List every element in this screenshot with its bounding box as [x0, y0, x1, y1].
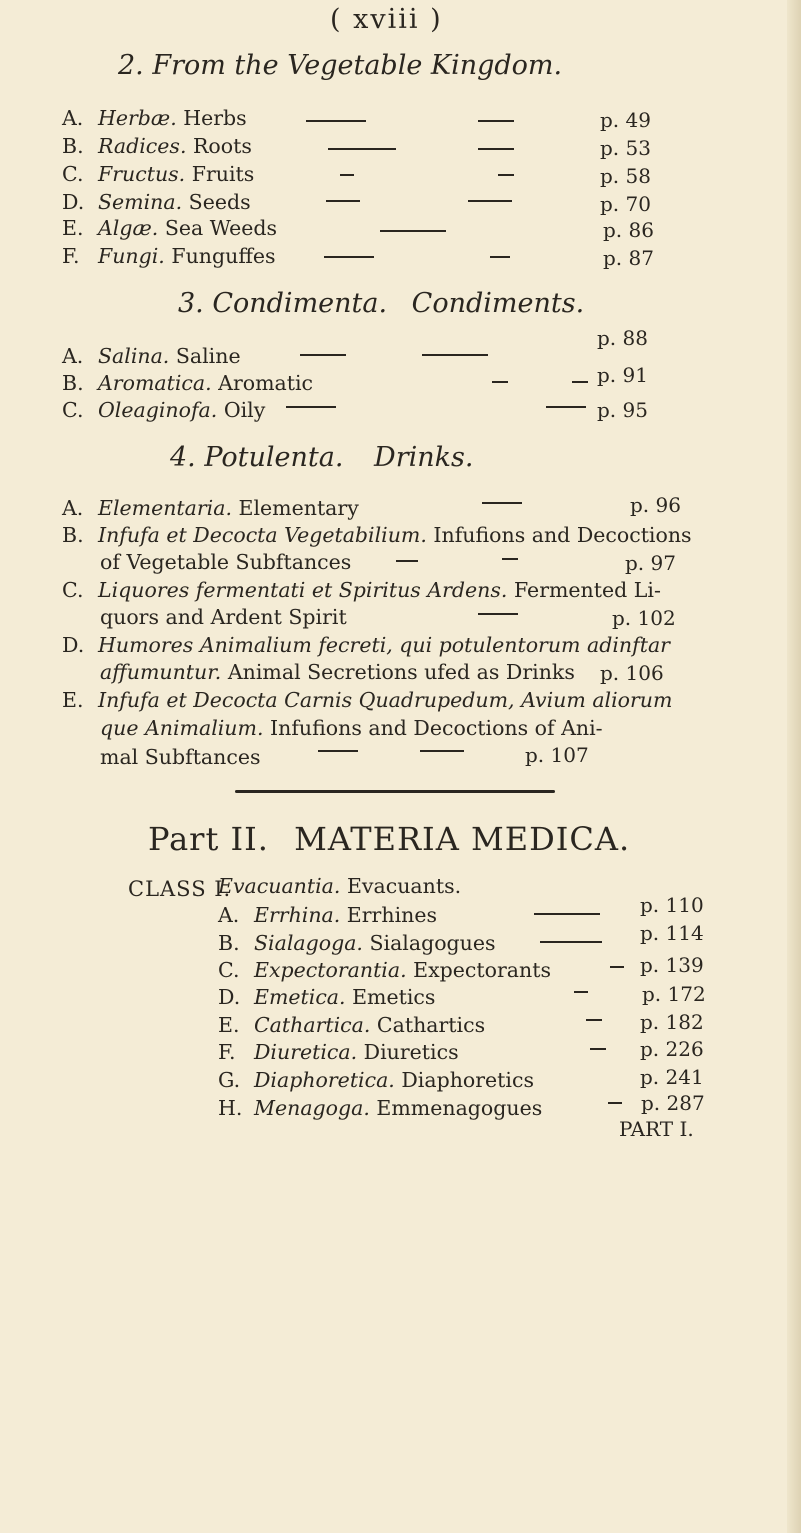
entry-page: p. 139 [640, 953, 704, 977]
entry-letter: C. [218, 958, 240, 982]
entry-letter: H. [218, 1096, 243, 1120]
entry-english: Elementary [238, 496, 359, 520]
entry-page: p. 58 [600, 164, 651, 188]
leader-dash [608, 1102, 622, 1104]
entry-latin: Infufa et Decocta Carnis Quadrupedum, Avium aliorum [98, 688, 673, 712]
entry-latin: Herbæ. [98, 106, 177, 130]
entry-saline [62, 344, 241, 368]
entry-page: p. 95 [597, 398, 648, 422]
entry-latin: Humores Animalium fecreti, qui potulentorum adinftar [98, 633, 670, 657]
entry-letter: C. [62, 578, 84, 602]
entry-animal-secretions [62, 633, 670, 657]
section-3-heading [178, 288, 584, 319]
entry-animal-infusions [62, 688, 672, 712]
entry-oily [62, 398, 265, 422]
entry-latin: Emetica. [254, 985, 346, 1009]
entry-latin: Elementaria. [98, 496, 232, 520]
entry-letter: E. [218, 1013, 240, 1037]
entry-diaphoretics [218, 1068, 534, 1092]
entry-fermented-liquors [62, 578, 661, 602]
leader-dash [478, 120, 514, 122]
entry-english: Saline [175, 344, 241, 368]
section-4-heading [170, 442, 473, 473]
entry-english: Seeds [188, 190, 251, 214]
leader-dash [590, 1048, 606, 1050]
entry-latin-continuation [100, 660, 575, 684]
entry-letter: D. [62, 190, 85, 214]
entry-english: Animal Secretions ufed as Drinks [227, 660, 575, 684]
entry-latin: Fructus. [98, 162, 186, 186]
entry-english: Fruits [191, 162, 255, 186]
entry-expectorants [218, 958, 551, 982]
class-latin: Evacuantia. [218, 874, 341, 898]
entry-letter: E. [62, 216, 84, 240]
entry-latin: Salina. [98, 344, 170, 368]
entry-english: Diuretics [363, 1040, 459, 1064]
entry-page: p. 49 [600, 108, 651, 132]
entry-latin-continuation [100, 716, 603, 740]
section-4-heading-latin: 4. Potulenta. [170, 442, 344, 473]
leader-dash [586, 1019, 602, 1021]
entry-latin: Expectorantia. [254, 958, 407, 982]
entry-cathartics [218, 1013, 485, 1037]
leader-dash [498, 174, 514, 176]
entry-english: Roots [193, 134, 252, 158]
leader-dash [492, 381, 508, 383]
entry-english: Emetics [352, 985, 436, 1009]
entry-letter: B. [62, 371, 84, 395]
class-title [218, 874, 461, 898]
section-3-heading-latin: 3. Condimenta. [178, 288, 388, 319]
leader-dash [572, 381, 588, 383]
entry-page: p. 226 [640, 1037, 704, 1061]
leader-dash [306, 120, 366, 122]
entry-page: p. 102 [612, 606, 676, 630]
entry-page: p. 86 [603, 218, 654, 242]
leader-dash [340, 174, 354, 176]
entry-latin: Fungi. [98, 244, 165, 268]
entry-elementary [62, 496, 359, 520]
entry-page: p. 241 [640, 1065, 704, 1089]
entry-english: Herbs [183, 106, 247, 130]
entry-english: Oily [223, 398, 266, 422]
entry-page: p. 91 [597, 363, 648, 387]
leader-dash [478, 613, 518, 615]
entry-latin-continued: que Animalium. [100, 716, 264, 740]
leader-dash [546, 406, 586, 408]
leader-dash [326, 200, 360, 202]
entry-letter: D. [62, 633, 85, 657]
class-label: CLASS I. [128, 877, 232, 901]
entry-latin: Aromatica. [98, 371, 212, 395]
leader-dash [396, 560, 418, 562]
section-2-heading: 2. From the Vegetable Kingdom. [118, 50, 563, 81]
entry-letter: B. [62, 134, 84, 158]
entry-page: p. 107 [525, 743, 589, 767]
catchword: PART I. [619, 1117, 694, 1141]
leader-dash [490, 256, 510, 258]
entry-english: Expectorants [413, 958, 551, 982]
leader-dash [420, 750, 464, 752]
entry-english: Sea Weeds [164, 216, 278, 240]
entry-english: Infufions and Decoctions [433, 523, 692, 547]
leader-dash [534, 913, 600, 915]
leader-dash [610, 966, 624, 968]
entry-latin: Menagoga. [254, 1096, 370, 1120]
entry-fungi [62, 244, 276, 268]
entry-fruits [62, 162, 254, 186]
entry-page: p. 96 [630, 493, 681, 517]
entry-english: Aromatic [218, 371, 314, 395]
entry-english-continued: quors and Ardent Spirit [100, 605, 347, 629]
section-3-heading-english: Condiments. [411, 288, 585, 319]
leader-dash [422, 354, 488, 356]
leader-dash [502, 558, 518, 560]
part-2-title: MATERIA MEDICA. [294, 820, 631, 858]
entry-latin: Oleaginofa. [98, 398, 218, 422]
entry-letter: A. [62, 496, 84, 520]
class-english: Evacuants. [346, 874, 462, 898]
entry-emetics [218, 985, 435, 1009]
entry-latin: Radices. [98, 134, 187, 158]
entry-sialagogues [218, 931, 496, 955]
entry-letter: B. [218, 931, 240, 955]
entry-english: Errhines [346, 903, 437, 927]
entry-letter: E. [62, 688, 84, 712]
entry-page: p. 87 [603, 246, 654, 270]
entry-page: p. 88 [597, 326, 648, 350]
entry-page: p. 110 [640, 893, 704, 917]
entry-latin: Semina. [98, 190, 183, 214]
entry-page: p. 70 [600, 192, 651, 216]
entry-sea-weeds [62, 216, 277, 240]
entry-english: Emmenagogues [376, 1096, 543, 1120]
part-2-heading [148, 820, 630, 858]
leader-dash [318, 750, 358, 752]
leader-dash [324, 256, 374, 258]
entry-letter: F. [62, 244, 80, 268]
entry-page: p. 106 [600, 661, 664, 685]
entry-diuretics [218, 1040, 459, 1064]
entry-latin: Diuretica. [254, 1040, 358, 1064]
leader-dash [468, 200, 512, 202]
leader-dash [380, 230, 446, 232]
entry-letter: C. [62, 398, 84, 422]
entry-english: Sialagogues [369, 931, 496, 955]
entry-emmenagogues [218, 1096, 542, 1120]
entry-latin: Cathartica. [254, 1013, 371, 1037]
leader-dash [574, 991, 588, 993]
entry-page: p. 287 [641, 1091, 705, 1115]
entry-latin: Diaphoretica. [254, 1068, 395, 1092]
leader-dash [328, 148, 396, 150]
entry-latin-continued: affumuntur. [100, 660, 222, 684]
entry-letter: A. [62, 344, 84, 368]
entry-letter: G. [218, 1068, 241, 1092]
entry-latin: Liquores fermentati et Spiritus Ardens. [98, 578, 508, 602]
section-4-heading-english: Drinks. [374, 442, 474, 473]
entry-letter: C. [62, 162, 84, 186]
entry-page: p. 97 [625, 551, 676, 575]
part-2-label: Part II. [148, 820, 269, 858]
entry-english-continued: of Vegetable Subftances [100, 550, 352, 574]
entry-english: Infufions and Decoctions of Ani- [270, 716, 603, 740]
entry-vegetable-infusions [62, 523, 692, 547]
section-divider [235, 790, 555, 793]
leader-dash [540, 941, 602, 943]
entry-aromatic [62, 371, 313, 395]
entry-page: p. 53 [600, 136, 651, 160]
entry-latin: Errhina. [254, 903, 341, 927]
entry-letter: F. [218, 1040, 236, 1064]
entry-errhines [218, 903, 437, 927]
page-number: ( xviii ) [330, 4, 443, 35]
entry-page: p. 172 [642, 982, 706, 1006]
entry-english: Diaphoretics [401, 1068, 534, 1092]
leader-dash [286, 406, 336, 408]
entry-latin: Algæ. [98, 216, 159, 240]
entry-english-continued: mal Subftances [100, 745, 261, 769]
entry-latin: Infufa et Decocta Vegetabilium. [98, 523, 427, 547]
entry-letter: D. [218, 985, 241, 1009]
entry-seeds [62, 190, 251, 214]
entry-herbs [62, 106, 247, 130]
entry-letter: B. [62, 523, 84, 547]
entry-english: Cathartics [376, 1013, 486, 1037]
entry-roots [62, 134, 252, 158]
page-edge [787, 0, 801, 1533]
entry-latin: Sialagoga. [254, 931, 363, 955]
entry-letter: A. [218, 903, 240, 927]
entry-english: Fermented Li- [513, 578, 661, 602]
entry-english: Funguffes [171, 244, 276, 268]
entry-page: p. 182 [640, 1010, 704, 1034]
entry-page: p. 114 [640, 921, 704, 945]
leader-dash [482, 502, 522, 504]
leader-dash [478, 148, 514, 150]
leader-dash [300, 354, 346, 356]
entry-letter: A. [62, 106, 84, 130]
